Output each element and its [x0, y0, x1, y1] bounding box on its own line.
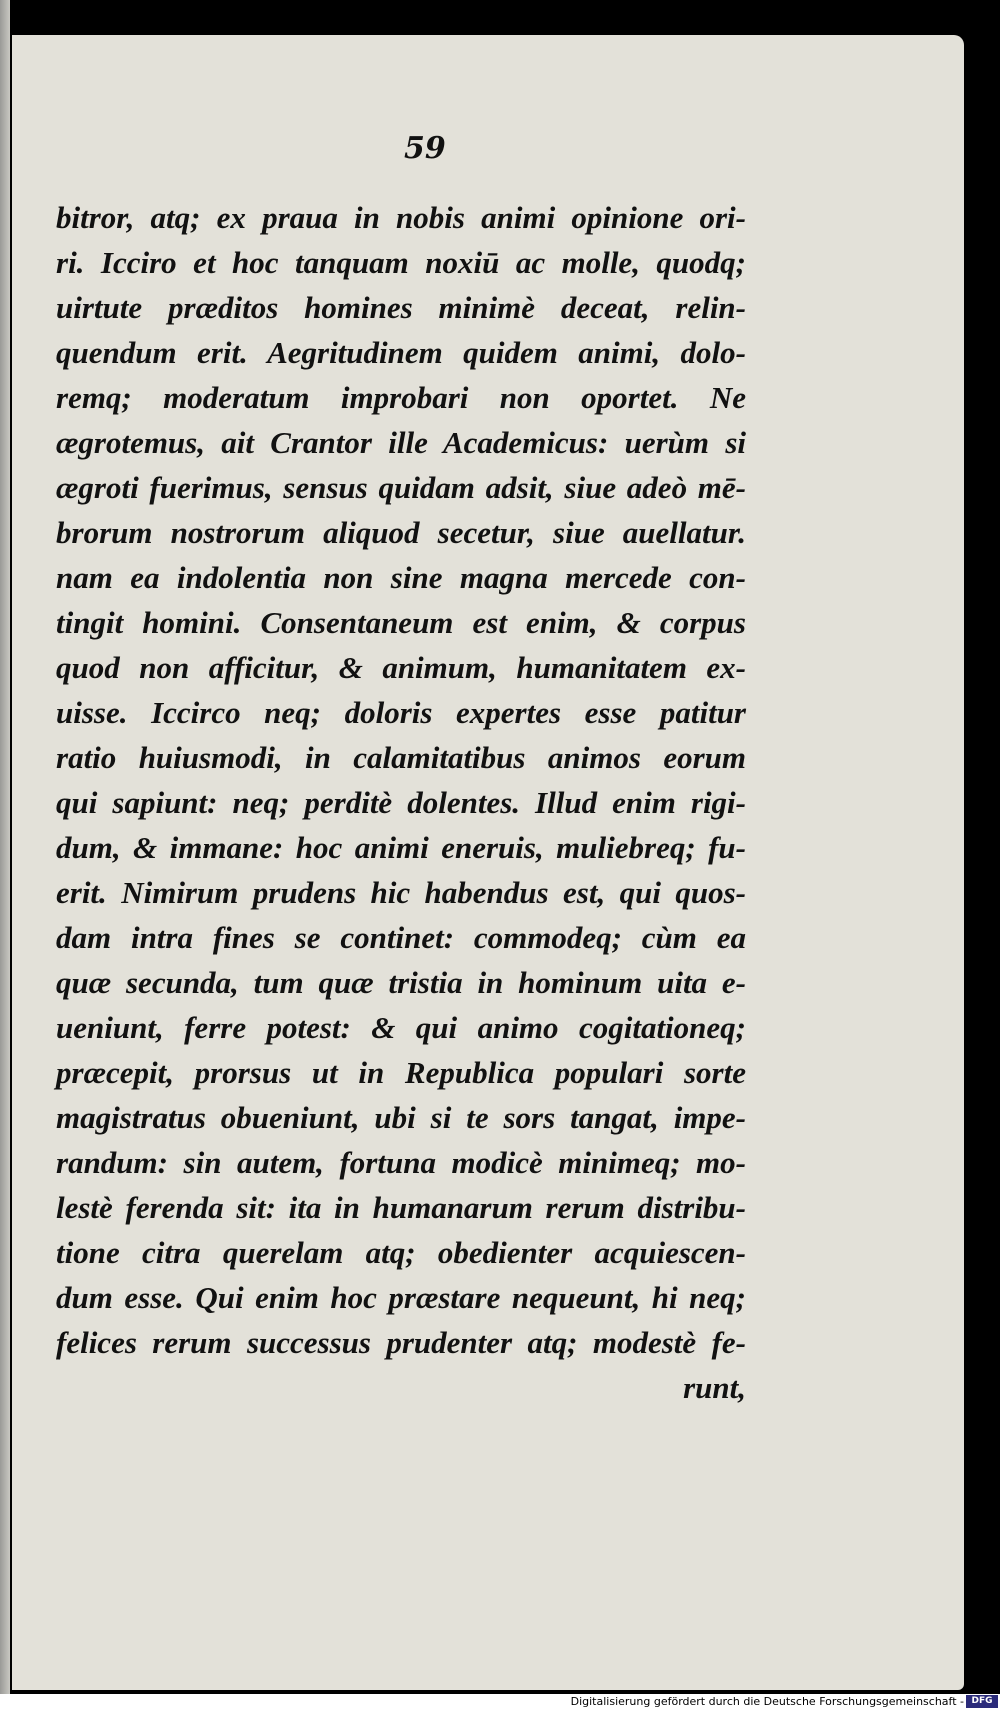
text-line: remq; moderatum improbari non oportet. Ne	[56, 380, 746, 415]
text-line: ægroti fuerimus, sensus quidam adsit, siue adeò mē-	[56, 470, 746, 505]
footer-credit: Digitalisierung gefördert durch die Deutsche Forschungsgemeinschaft -	[570, 1695, 964, 1708]
text-line: qui sapiunt: neq; perditè dolentes. Illud enim rigi-	[56, 785, 746, 820]
scan-edge	[0, 0, 10, 1709]
text-line: quod non afficitur, & animum, humanitatem ex-	[56, 650, 746, 685]
text-line: brorum nostrorum aliquod secetur, siue auellatur.	[56, 515, 746, 550]
text-line: tione citra querelam atq; obedienter acquiescen-	[56, 1235, 746, 1270]
text-line: bitror, atq; ex praua in nobis animi opinione ori-	[56, 200, 746, 235]
text-line: quæ secunda, tum quæ tristia in hominum uita e-	[56, 965, 746, 1000]
text-line: tingit homini. Consentaneum est enim, & corpus	[56, 605, 746, 640]
text-line: nam ea indolentia non sine magna mercede con-	[56, 560, 746, 595]
text-line: ratio huiusmodi, in calamitatibus animos eorum	[56, 740, 746, 775]
text-line: præcepit, prorsus ut in Republica populari sorte	[56, 1055, 746, 1090]
text-line: randum: sin autem, fortuna modicè minimeq; mo-	[56, 1145, 746, 1180]
footer-bar	[0, 1694, 1000, 1709]
text-block	[56, 195, 746, 1410]
text-line: lestè ferenda sit: ita in humanarum rerum distribu-	[56, 1190, 746, 1225]
text-line: erit. Nimirum prudens hic habendus est, qui quos-	[56, 875, 746, 910]
text-line: uirtute præditos homines minimè deceat, relin-	[56, 290, 746, 325]
page-number: 59	[404, 131, 446, 166]
book-page	[12, 35, 964, 1690]
text-line: ueniunt, ferre potest: & qui animo cogitationeq;	[56, 1010, 746, 1045]
text-line: uisse. Iccirco neq; doloris expertes esse patitur	[56, 695, 746, 730]
text-line: quendum erit. Aegritudinem quidem animi, dolo-	[56, 335, 746, 370]
text-line: ri. Icciro et hoc tanquam noxiū ac molle, quodq;	[56, 245, 746, 280]
text-line: dum esse. Qui enim hoc præstare nequeunt, hi neq;	[56, 1280, 746, 1315]
text-line: dam intra fines se continet: commodeq; cùm ea	[56, 920, 746, 955]
text-line: magistratus obueniunt, ubi si te sors tangat, impe-	[56, 1100, 746, 1135]
catchword: runt,	[683, 1370, 746, 1405]
text-line: felices rerum successus prudenter atq; modestè fe-	[56, 1325, 746, 1360]
dfg-logo: DFG	[966, 1695, 998, 1708]
text-line: ægrotemus, ait Crantor ille Academicus: uerùm si	[56, 425, 746, 460]
text-line: dum, & immane: hoc animi eneruis, muliebreq; fu-	[56, 830, 746, 865]
